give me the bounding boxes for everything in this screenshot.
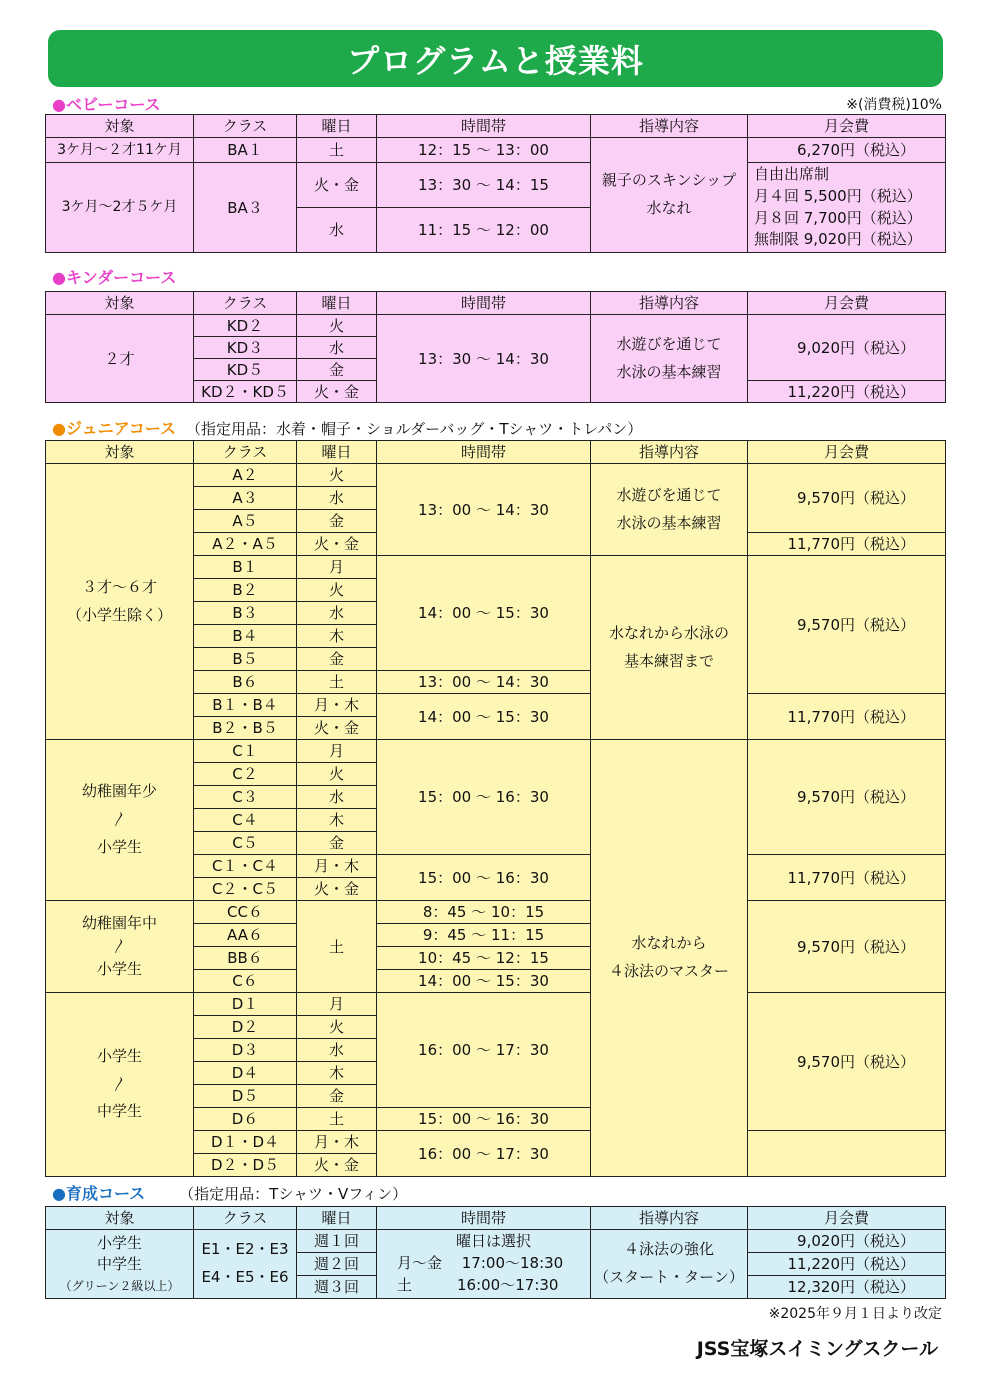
junior-g4-target-line3: 中学生 <box>96 1102 142 1121</box>
junior-class: C２ <box>194 763 297 786</box>
junior-class: D６ <box>194 1108 297 1131</box>
header-fee: 月会費 <box>748 441 946 464</box>
junior-g2-target-line2: 〳 <box>111 810 127 829</box>
junior-g3-time: 10：45 ～ 12：15 <box>377 947 591 970</box>
ikusei-time-line1: 曜日は選択 <box>455 1232 531 1251</box>
junior-b-content <box>591 556 748 740</box>
header-time: 時間帯 <box>377 441 591 464</box>
junior-class: A５ <box>194 510 297 533</box>
baby-fee-line3: 月８回 7,700円（税込） <box>754 208 922 227</box>
kinder-fee-a: 9,020円（税込） <box>748 315 946 381</box>
junior-g4-target-line2: 〳 <box>111 1074 127 1093</box>
page-title: プログラムと授業料 <box>48 30 943 87</box>
junior-a-fee2: 11,770円（税込） <box>748 533 946 556</box>
junior-class: D４ <box>194 1062 297 1085</box>
junior-day: 水 <box>297 602 377 625</box>
junior-c-time1: 15：00 ～ 16：30 <box>377 740 591 855</box>
junior-c-fee: 9,570円（税込） <box>748 740 946 855</box>
junior-d-time1: 16：00 ～ 17：30 <box>377 993 591 1108</box>
junior-g2-target-line3: 小学生 <box>96 837 142 856</box>
junior-day: 月 <box>297 556 377 579</box>
junior-class: D１・D４ <box>194 1131 297 1154</box>
header-content: 指導内容 <box>591 292 748 315</box>
ikusei-time <box>377 1230 591 1299</box>
junior-day: 火 <box>297 1016 377 1039</box>
kinder-day: 火 <box>297 315 377 337</box>
revision-note: ※2025年９月１日より改定 <box>768 1306 942 1322</box>
baby-content-line1: 親子のスキンシップ <box>601 171 737 190</box>
header-fee: 月会費 <box>748 1207 946 1230</box>
header-fee: 月会費 <box>748 292 946 315</box>
junior-b-content-line1: 水なれから水泳の <box>608 623 729 642</box>
junior-class: A２ <box>194 464 297 487</box>
ikusei-target-line3: （グリーン２級以上） <box>59 1278 180 1293</box>
kinder-day: 金 <box>297 359 377 381</box>
kinder-content-line1: 水遊びを通じて <box>616 334 722 353</box>
header-target: 対象 <box>46 441 194 464</box>
junior-g4-target-line1: 小学生 <box>96 1046 142 1065</box>
junior-class: B１ <box>194 556 297 579</box>
kinder-content-line2: 水泳の基本練習 <box>616 362 722 381</box>
junior-a-time: 13：00 ～ 14：30 <box>377 464 591 556</box>
header-target: 対象 <box>46 1207 194 1230</box>
junior-d-time2: 15：00 ～ 16：30 <box>377 1108 591 1131</box>
baby-class-1: BA１ <box>194 138 297 163</box>
junior-class: B５ <box>194 648 297 671</box>
junior-day: 月・木 <box>297 855 377 878</box>
header-fee: 月会費 <box>748 115 946 138</box>
junior-g3-target-line3: 小学生 <box>96 960 142 979</box>
ikusei-content-line2: （スタート・ターン） <box>594 1268 744 1286</box>
baby-day-1: 土 <box>297 138 377 163</box>
junior-g2-target <box>46 740 194 901</box>
junior-day: 水 <box>297 786 377 809</box>
kinder-course-label: ●キンダーコース <box>52 268 177 287</box>
junior-g3-target-line2: 〳 <box>111 936 127 955</box>
junior-b-time3: 14：00 ～ 15：30 <box>377 694 591 740</box>
junior-d-fee: 9,570円（税込） <box>748 993 946 1131</box>
kinder-class: KD２・KD５ <box>194 381 297 403</box>
junior-class: C１ <box>194 740 297 763</box>
junior-day: 土 <box>297 671 377 694</box>
junior-course-table <box>45 440 946 1177</box>
junior-course-note: （指定用品：水着・帽子・ショルダーバッグ・Tシャツ・トレパン） <box>186 420 643 438</box>
junior-g3-time: 8：45 ～ 10：15 <box>377 901 591 924</box>
junior-master-content-line1: 水なれから <box>631 934 707 953</box>
junior-class: C１・C４ <box>194 855 297 878</box>
header-class: クラス <box>194 1207 297 1230</box>
junior-class: B２・B５ <box>194 717 297 740</box>
junior-master-content-line2: ４泳法のマスター <box>608 962 729 980</box>
junior-b-time2: 13：00 ～ 14：30 <box>377 671 591 694</box>
junior-class: C６ <box>194 970 297 993</box>
baby-content <box>591 138 748 253</box>
baby-target-2: 3ケ月～2才５ケ月 <box>46 163 194 253</box>
junior-class: C５ <box>194 832 297 855</box>
ikusei-course-note: （指定用品：Tシャツ・Vフィン） <box>179 1185 408 1203</box>
header-content: 指導内容 <box>591 115 748 138</box>
kinder-class: KD３ <box>194 337 297 359</box>
tax-note: ※(消費税)10% <box>846 97 942 113</box>
ikusei-fee: 12,320円（税込） <box>748 1276 946 1299</box>
header-day: 曜日 <box>297 441 377 464</box>
junior-day: 火・金 <box>297 1154 377 1177</box>
baby-course-table <box>45 114 946 253</box>
header-content: 指導内容 <box>591 1207 748 1230</box>
junior-class: B４ <box>194 625 297 648</box>
junior-class: C２・C５ <box>194 878 297 901</box>
kinder-time: 13：30 ～ 14：30 <box>377 315 591 403</box>
junior-b-content-line2: 基本練習まで <box>623 651 714 670</box>
baby-time-1: 12：15 ～ 13：00 <box>377 138 591 163</box>
junior-c-fee2: 11,770円（税込） <box>748 855 946 901</box>
baby-fee-line4: 無制限 9,020円（税込） <box>754 230 922 249</box>
baby-fee-line2: 月４回 5,500円（税込） <box>754 186 922 205</box>
header-day: 曜日 <box>297 115 377 138</box>
junior-day: 火・金 <box>297 717 377 740</box>
ikusei-target-line2: 中学生 <box>96 1254 142 1273</box>
junior-g2-target-line1: 幼稚園年少 <box>81 782 157 801</box>
baby-day-2a: 火・金 <box>297 163 377 208</box>
junior-g3-day: 土 <box>297 901 377 993</box>
junior-class: BB６ <box>194 947 297 970</box>
baby-day-2b: 水 <box>297 208 377 253</box>
junior-d-content-blank <box>748 1131 946 1177</box>
ikusei-day: 週１回 <box>297 1230 377 1253</box>
junior-class: D５ <box>194 1085 297 1108</box>
header-target: 対象 <box>46 292 194 315</box>
baby-course-label: ●ベビーコース <box>52 95 161 114</box>
header-day: 曜日 <box>297 292 377 315</box>
kinder-day: 水 <box>297 337 377 359</box>
junior-a-content-line1: 水遊びを通じて <box>616 485 722 504</box>
junior-day: 金 <box>297 1085 377 1108</box>
baby-fee-1: 6,270円（税込） <box>748 138 946 163</box>
junior-day: 木 <box>297 1062 377 1085</box>
junior-day: 月 <box>297 993 377 1016</box>
header-target: 対象 <box>46 115 194 138</box>
header-time: 時間帯 <box>377 1207 591 1230</box>
ikusei-target-line1: 小学生 <box>96 1233 142 1252</box>
ikusei-target <box>46 1230 194 1299</box>
baby-fee-line1: 自由出席制 <box>754 165 830 183</box>
junior-a-content <box>591 464 748 556</box>
baby-fee-2 <box>748 163 946 253</box>
ikusei-content-line1: ４泳法の強化 <box>623 1240 714 1259</box>
ikusei-day: 週２回 <box>297 1253 377 1276</box>
junior-b-fee2: 11,770円（税込） <box>748 694 946 740</box>
junior-d-time3: 16：00 ～ 17：30 <box>377 1131 591 1177</box>
kinder-course-table <box>45 291 946 403</box>
ikusei-content <box>591 1230 748 1299</box>
junior-day: 月 <box>297 740 377 763</box>
junior-class: CC６ <box>194 901 297 924</box>
kinder-content <box>591 315 748 403</box>
ikusei-time-line2: 月～金 17:00～18:30 <box>397 1254 564 1273</box>
ikusei-course-title: ●育成コース <box>52 1184 146 1203</box>
ikusei-day: 週３回 <box>297 1276 377 1299</box>
junior-day: 水 <box>297 1039 377 1062</box>
kinder-class: KD５ <box>194 359 297 381</box>
junior-day: 金 <box>297 648 377 671</box>
junior-day: 月・木 <box>297 1131 377 1154</box>
junior-g4-target <box>46 993 194 1177</box>
junior-class: B１・B４ <box>194 694 297 717</box>
junior-day: 土 <box>297 1108 377 1131</box>
junior-g3-target <box>46 901 194 993</box>
ikusei-fee: 9,020円（税込） <box>748 1230 946 1253</box>
junior-day: 金 <box>297 510 377 533</box>
ikusei-time-line3: 土 16:00～17:30 <box>397 1275 559 1294</box>
junior-course-title: ●ジュニアコース <box>52 419 177 438</box>
junior-class: A３ <box>194 487 297 510</box>
junior-class: D１ <box>194 993 297 1016</box>
baby-time-2a: 13：30 ～ 14：15 <box>377 163 591 208</box>
ikusei-class-line1: E1・E2・E3 <box>201 1240 289 1259</box>
junior-class: C４ <box>194 809 297 832</box>
ikusei-class-line2: E4・E5・E6 <box>201 1268 289 1286</box>
junior-course-label <box>52 416 642 439</box>
header-class: クラス <box>194 115 297 138</box>
junior-class: A２・A５ <box>194 533 297 556</box>
junior-a-content-line2: 水泳の基本練習 <box>616 513 722 532</box>
junior-day: 木 <box>297 625 377 648</box>
junior-day: 金 <box>297 832 377 855</box>
ikusei-course-table <box>45 1206 946 1299</box>
ikusei-fee: 11,220円（税込） <box>748 1253 946 1276</box>
baby-time-2b: 11：15 ～ 12：00 <box>377 208 591 253</box>
school-name: JSS宝塚スイミングスクール <box>696 1338 938 1360</box>
junior-g3-time: 14：00 ～ 15：30 <box>377 970 591 993</box>
junior-g1-target-line1: ３才～６才 <box>81 577 157 596</box>
kinder-target: ２才 <box>46 315 194 403</box>
junior-day: 火・金 <box>297 878 377 901</box>
header-class: クラス <box>194 292 297 315</box>
junior-day: 木 <box>297 809 377 832</box>
junior-day: 火 <box>297 464 377 487</box>
junior-class: B３ <box>194 602 297 625</box>
junior-class: C３ <box>194 786 297 809</box>
junior-master-content <box>591 740 748 1177</box>
junior-g3-target-line1: 幼稚園年中 <box>81 913 157 932</box>
junior-g3-fee: 9,570円（税込） <box>748 901 946 993</box>
kinder-class: KD２ <box>194 315 297 337</box>
junior-b-fee: 9,570円（税込） <box>748 556 946 694</box>
junior-class: D２・D５ <box>194 1154 297 1177</box>
junior-g1-target <box>46 464 194 740</box>
kinder-fee-b: 11,220円（税込） <box>748 381 946 403</box>
ikusei-class <box>194 1230 297 1299</box>
baby-content-line2: 水なれ <box>646 199 692 217</box>
header-class: クラス <box>194 441 297 464</box>
header-time: 時間帯 <box>377 292 591 315</box>
junior-day: 月・木 <box>297 694 377 717</box>
header-time: 時間帯 <box>377 115 591 138</box>
junior-b-time1: 14：00 ～ 15：30 <box>377 556 591 671</box>
junior-g1-target-line2: （小学生除く） <box>66 605 172 624</box>
junior-class: AA６ <box>194 924 297 947</box>
header-day: 曜日 <box>297 1207 377 1230</box>
junior-a-fee: 9,570円（税込） <box>748 464 946 533</box>
ikusei-course-label <box>52 1181 407 1204</box>
junior-day: 火 <box>297 763 377 786</box>
header-content: 指導内容 <box>591 441 748 464</box>
junior-class: D２ <box>194 1016 297 1039</box>
baby-target-1: 3ケ月～２才11ケ月 <box>46 138 194 163</box>
baby-class-2: BA３ <box>194 163 297 253</box>
junior-g3-time: 9：45 ～ 11：15 <box>377 924 591 947</box>
junior-class: B２ <box>194 579 297 602</box>
junior-c-time2: 15：00 ～ 16：30 <box>377 855 591 901</box>
junior-day: 火 <box>297 579 377 602</box>
junior-day: 水 <box>297 487 377 510</box>
junior-day: 火・金 <box>297 533 377 556</box>
junior-class: B６ <box>194 671 297 694</box>
kinder-day: 火・金 <box>297 381 377 403</box>
junior-class: D３ <box>194 1039 297 1062</box>
